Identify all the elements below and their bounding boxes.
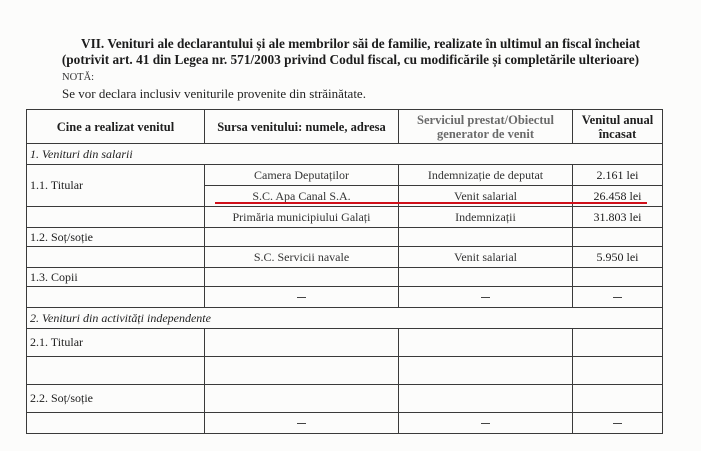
table-row bbox=[27, 165, 663, 186]
note-text: Se vor declara inclusiv veniturile provenite din străinătate. bbox=[62, 86, 366, 101]
label-titular: 1.1. Titular bbox=[27, 165, 205, 207]
cell-empty bbox=[573, 385, 663, 413]
dash-mark bbox=[297, 423, 306, 424]
label-titular-2: 2.1. Titular bbox=[27, 329, 205, 357]
cell-empty bbox=[573, 228, 663, 247]
cell-dash bbox=[399, 287, 573, 308]
cell-empty bbox=[573, 357, 663, 385]
cell-service: Venit salarial bbox=[399, 247, 573, 268]
cell-income: 31.803 lei bbox=[573, 207, 663, 228]
cell-empty bbox=[399, 329, 573, 357]
cell-empty bbox=[27, 357, 205, 385]
cell-dash bbox=[205, 287, 399, 308]
cell-income: 26.458 lei bbox=[573, 186, 663, 207]
cell-dash bbox=[573, 413, 663, 434]
cell-empty bbox=[399, 357, 573, 385]
label-copii: 1.3. Copii bbox=[27, 268, 205, 287]
cell-empty bbox=[205, 329, 399, 357]
cell-source: S.C. Apa Canal S.A. bbox=[205, 186, 399, 207]
red-underline-annotation bbox=[215, 202, 647, 204]
dash-mark bbox=[613, 297, 622, 298]
table-row bbox=[27, 308, 663, 329]
table-row bbox=[27, 329, 663, 357]
cell-empty bbox=[573, 329, 663, 357]
header-cine: Cine a realizat venitul bbox=[27, 110, 205, 144]
cell-dash bbox=[399, 413, 573, 434]
cell-empty bbox=[27, 207, 205, 228]
table-header-row bbox=[27, 110, 663, 144]
table-row bbox=[27, 228, 663, 247]
header-sursa: Sursa venitului: numele, adresa bbox=[205, 110, 399, 144]
dash-mark bbox=[481, 297, 490, 298]
dash-mark bbox=[297, 297, 306, 298]
cell-empty bbox=[205, 268, 399, 287]
cell-empty bbox=[27, 287, 205, 308]
cell-dash bbox=[573, 287, 663, 308]
cell-empty bbox=[399, 268, 573, 287]
cell-empty bbox=[27, 413, 205, 434]
dash-mark bbox=[481, 423, 490, 424]
income-table bbox=[26, 109, 663, 434]
header-venitul: Venitul anual încasat bbox=[573, 110, 663, 144]
table-row bbox=[27, 385, 663, 413]
table-row bbox=[27, 287, 663, 308]
table-row bbox=[27, 357, 663, 385]
nota-label: NOTĂ: bbox=[62, 72, 95, 83]
section-independente: 2. Venituri din activități independente bbox=[27, 308, 663, 329]
title-line-1: VII. Venituri ale declarantului și ale membrilor săi de familie, realizate în ultimul an fiscal încheiat bbox=[80, 36, 641, 51]
table-row bbox=[27, 207, 663, 228]
cell-service: Venit salarial bbox=[399, 186, 573, 207]
section-title bbox=[0, 36, 701, 68]
table-row bbox=[27, 247, 663, 268]
label-sot: 1.2. Soț/soție bbox=[27, 228, 205, 247]
cell-source: S.C. Servicii navale bbox=[205, 247, 399, 268]
cell-empty bbox=[205, 385, 399, 413]
cell-source: Primăria municipiului Galați bbox=[205, 207, 399, 228]
section-salarii: 1. Venituri din salarii bbox=[27, 144, 663, 165]
title-line-2: (potrivit art. 41 din Legea nr. 571/2003 privind Codul fiscal, cu modificările și completările ulterioare) bbox=[61, 52, 640, 67]
table-row bbox=[27, 413, 663, 434]
header-serviciul: Serviciul prestat/Obiectul generator de venit bbox=[399, 110, 573, 144]
cell-source: Camera Deputaților bbox=[205, 165, 399, 186]
cell-service: Indemnizații bbox=[399, 207, 573, 228]
cell-service: Indemnizație de deputat bbox=[399, 165, 573, 186]
cell-empty bbox=[399, 385, 573, 413]
dash-mark bbox=[613, 423, 622, 424]
cell-empty bbox=[205, 228, 399, 247]
cell-empty bbox=[205, 357, 399, 385]
table-row bbox=[27, 144, 663, 165]
cell-empty bbox=[27, 247, 205, 268]
cell-dash bbox=[205, 413, 399, 434]
label-sot-2: 2.2. Soț/soție bbox=[27, 385, 205, 413]
table-row bbox=[27, 268, 663, 287]
cell-income: 2.161 lei bbox=[573, 165, 663, 186]
cell-empty bbox=[399, 228, 573, 247]
cell-income: 5.950 lei bbox=[573, 247, 663, 268]
cell-empty bbox=[573, 268, 663, 287]
